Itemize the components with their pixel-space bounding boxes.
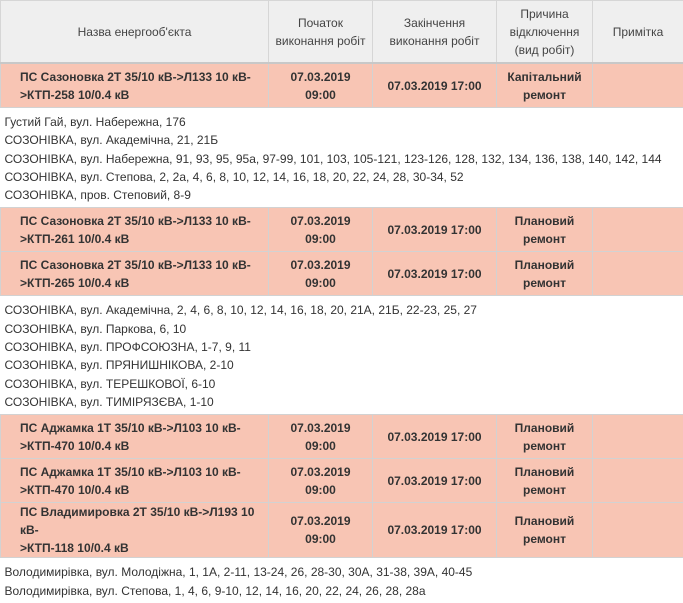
- start-cell: [269, 459, 373, 503]
- table-row: [1, 503, 683, 558]
- reason-cell: [497, 503, 593, 558]
- note-cell: [593, 252, 683, 296]
- start-time: 09:00: [305, 88, 336, 102]
- address-line: СОЗОНІВКА, вул. ПРОФСОЮЗНА, 1-7, 9, 11: [5, 338, 681, 356]
- object-name-cell: [1, 503, 269, 558]
- start-date: 07.03.2019: [290, 514, 350, 528]
- col-header-note: Примітка: [593, 1, 683, 64]
- address-line: СОЗОНІВКА, вул. Набережна, 91, 93, 95, 95а, 97-99, 101, 103, 105-121, 123-126, 128, 132, 134, 136, 138, 140, 142, 144: [5, 150, 681, 168]
- start-time: 09:00: [305, 483, 336, 497]
- reason-line: Плановий: [515, 214, 575, 228]
- note-cell: [593, 503, 683, 558]
- object-name-line: >КТП-118 10/0.4 кВ: [20, 541, 129, 555]
- start-time: 09:00: [305, 532, 336, 546]
- start-cell: [269, 208, 373, 252]
- col-header-end: Закінчення виконання робіт: [373, 1, 497, 64]
- address-line: СОЗОНІВКА, вул. Академічна, 2, 4, 6, 8, 10, 12, 14, 16, 18, 20, 21А, 21Б, 22-23, 25, 27: [5, 301, 681, 319]
- start-date: 07.03.2019: [290, 465, 350, 479]
- object-name-line: ПС Сазоновка 2Т 35/10 кВ->Л133 10 кВ-: [20, 258, 251, 272]
- end-cell: 07.03.2019 17:00: [373, 503, 497, 558]
- end-cell: 07.03.2019 17:00: [373, 63, 497, 108]
- address-line: Густий Гай, вул. Набережна, 176: [5, 113, 681, 131]
- object-name-cell: [1, 459, 269, 503]
- start-date: 07.03.2019: [290, 258, 350, 272]
- address-line: СОЗОНІВКА, вул. Паркова, 6, 10: [5, 320, 681, 338]
- note-cell: [593, 459, 683, 503]
- table-row: [1, 415, 683, 459]
- object-name-line: ПС Владимировка 2Т 35/10 кВ->Л193 10 кВ-: [20, 505, 254, 537]
- table-row: [1, 459, 683, 503]
- header-row: [1, 1, 683, 64]
- reason-cell: [497, 208, 593, 252]
- address-line: Володимирівка, вул. Степова, 1, 4, 6, 9-10, 12, 14, 16, 20, 22, 24, 26, 28, 28а: [5, 582, 681, 600]
- start-date: 07.03.2019: [290, 214, 350, 228]
- object-name-line: >КТП-261 10/0.4 кВ: [20, 232, 129, 246]
- object-name-line: >КТП-470 10/0.4 кВ: [20, 483, 129, 497]
- object-name-line: ПС Сазоновка 2Т 35/10 кВ->Л133 10 кВ-: [20, 214, 251, 228]
- start-cell: [269, 503, 373, 558]
- reason-line: ремонт: [523, 276, 566, 290]
- reason-line: Плановий: [515, 421, 575, 435]
- address-list: [1, 558, 683, 603]
- object-name-line: >КТП-258 10/0.4 кВ: [20, 88, 129, 102]
- object-name-cell: [1, 63, 269, 108]
- note-cell: [593, 208, 683, 252]
- object-name-cell: [1, 252, 269, 296]
- start-cell: [269, 252, 373, 296]
- start-cell: [269, 415, 373, 459]
- address-line: Володимирівка, вул. Молодіжна, 1, 1А, 2-11, 13-24, 26, 28-30, 30А, 31-38, 39А, 40-45: [5, 563, 681, 581]
- table-row: [1, 208, 683, 252]
- reason-line: ремонт: [523, 483, 566, 497]
- reason-cell: [497, 415, 593, 459]
- start-time: 09:00: [305, 232, 336, 246]
- end-cell: 07.03.2019 17:00: [373, 208, 497, 252]
- col-header-reason: Причина відключення (вид робіт): [497, 1, 593, 64]
- address-row: [1, 558, 683, 603]
- address-line: СОЗОНІВКА, пров. Степовий, 8-9: [5, 186, 681, 204]
- start-cell: [269, 63, 373, 108]
- reason-line: Капітальний: [507, 70, 581, 84]
- start-time: 09:00: [305, 439, 336, 453]
- address-row: [1, 108, 683, 208]
- reason-cell: [497, 63, 593, 108]
- object-name-line: ПС Аджамка 1Т 35/10 кВ->Л103 10 кВ-: [20, 421, 241, 435]
- object-name-line: >КТП-470 10/0.4 кВ: [20, 439, 129, 453]
- address-list: [1, 296, 683, 415]
- reason-cell: [497, 252, 593, 296]
- object-name-cell: [1, 415, 269, 459]
- note-cell: [593, 415, 683, 459]
- col-header-start: Початок виконання робіт: [269, 1, 373, 64]
- col-header-name: Назва енергооб'єкта: [1, 1, 269, 64]
- note-cell: [593, 63, 683, 108]
- object-name-line: ПС Аджамка 1Т 35/10 кВ->Л103 10 кВ-: [20, 465, 241, 479]
- address-line: СОЗОНІВКА, вул. ПРЯНИШНІКОВА, 2-10: [5, 356, 681, 374]
- end-cell: 07.03.2019 17:00: [373, 459, 497, 503]
- address-row: [1, 296, 683, 415]
- reason-line: Плановий: [515, 465, 575, 479]
- address-line: СОЗОНІВКА, вул. ТИМІРЯЗЄВА, 1-10: [5, 393, 681, 411]
- address-line: СОЗОНІВКА, вул. Академічна, 21, 21Б: [5, 131, 681, 149]
- start-date: 07.03.2019: [290, 70, 350, 84]
- object-name-line: ПС Сазоновка 2Т 35/10 кВ->Л133 10 кВ-: [20, 70, 251, 84]
- reason-line: ремонт: [523, 439, 566, 453]
- object-name-line: >КТП-265 10/0.4 кВ: [20, 276, 129, 290]
- table-row: [1, 252, 683, 296]
- address-line: СОЗОНІВКА, вул. ТЕРЕШКОВОЇ, 6-10: [5, 375, 681, 393]
- start-date: 07.03.2019: [290, 421, 350, 435]
- table-row: [1, 63, 683, 108]
- address-line: СОЗОНІВКА, вул. Степова, 2, 2а, 4, 6, 8, 10, 12, 14, 16, 18, 20, 22, 24, 28, 30-34, 52: [5, 168, 681, 186]
- reason-line: ремонт: [523, 532, 566, 546]
- object-name-cell: [1, 208, 269, 252]
- reason-line: Плановий: [515, 514, 575, 528]
- reason-line: ремонт: [523, 232, 566, 246]
- reason-line: ремонт: [523, 88, 566, 102]
- reason-cell: [497, 459, 593, 503]
- end-cell: 07.03.2019 17:00: [373, 415, 497, 459]
- start-time: 09:00: [305, 276, 336, 290]
- address-list: [1, 108, 683, 208]
- reason-line: Плановий: [515, 258, 575, 272]
- end-cell: 07.03.2019 17:00: [373, 252, 497, 296]
